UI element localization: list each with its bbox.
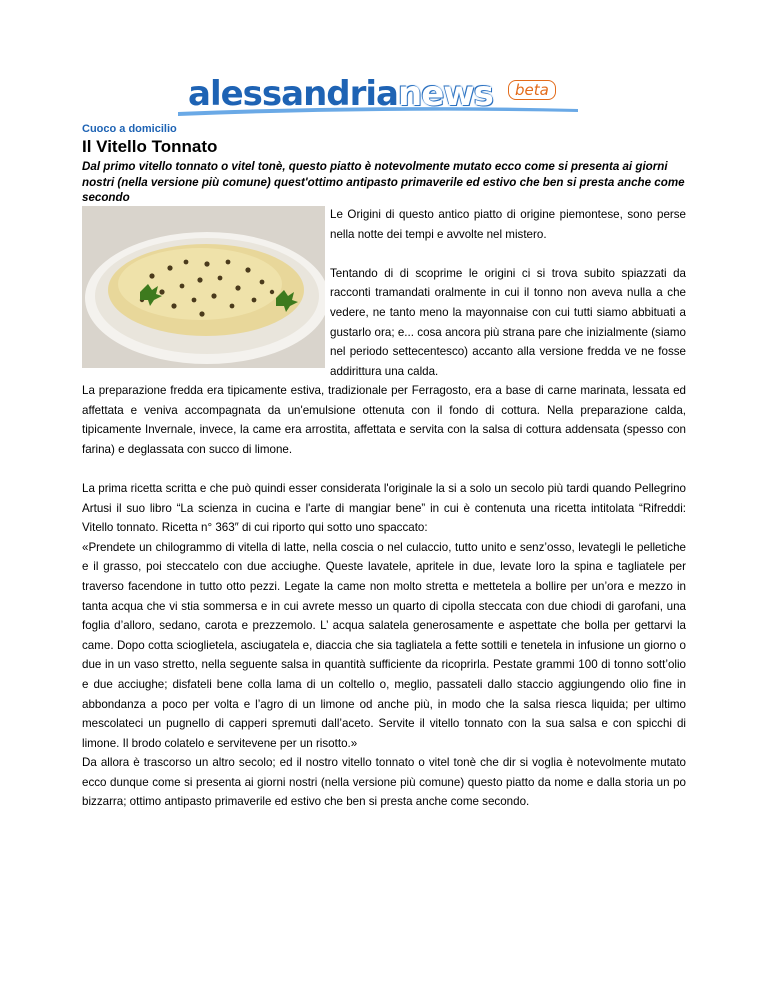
article-body [82,381,686,812]
article-lead: Dal primo vitello tonnato o vitel tonè, questo piatto è notevolmente mutato ecco come si presenta ai giorni nostri (nella versione più comune) quest'ottimo antipasto primaverile ed estivo che ben si presta anche come secondo [82,160,685,204]
preparation-paragraph: La preparazione fredda era tipicamente estiva, tradizionale per Ferragosto, era a base di carne marinata, lessata ed affettata e veniva accompagnata da un'emulsione ottenuta con il fondo di cottura. Nella preparazione calda, tipicamente Invernale, invece, la came era arrostita, affettata e servita con la salsa di cottura addensata (spesso con farina) e deglassata con succo di limone. [82,384,686,456]
section-label[interactable]: Cuoco a domicilio [82,123,177,135]
history-paragraph: Tentando di di scoprime le origini ci si trova subito spiazzati da racconti tramandati oralmente in cui il tonno non aveva nulla a che vedere, ne tanto meno la mayonnaise con cui tutti siamo abbituati a gustarlo ora; e... cosa ancora più strana pare che inizialmente (siamo nel periodo settecentesco) accanto alla versione fredda ve ne fosse addirittura una calda. [330,266,686,378]
artusi-paragraph: La prima ricetta scritta e che può quindi esser considerata l'originale la si a solo un secolo più tardi quando Pellegrino Artusi il suo libro “La scienza in cucina e l'arte di mangiar bene” in cui è contenuta una ricetta intitolata “Rifreddi: Vitello tonnato. Ricetta n° 363″ di cui riporto qui sotto uno spaccato: [82,481,686,535]
conclusion-paragraph: Da allora è trascorso un altro secolo; ed il nostro vitello tonnato o vitel tonè che dir si voglia è notevolmente mutato ecco dunque come si presenta ai giorni nostri (nella versione più comune) questo piatto da nome e dalla storia un po bizzarra; ottimo antipasto primaverile ed estivo che ben si presta anche come secondo. [82,756,686,809]
logo-beta-badge: beta [508,80,556,100]
site-logo[interactable] [178,68,583,120]
logo-main-text: alessandria [188,74,398,114]
article-title: Il Vitello Tonnato [82,137,218,156]
side-text-column [330,205,686,381]
origins-paragraph: Le Origini di questo antico piatto di origine piemontese, sono perse nella notte dei tempi e avvolte nel mistero. [330,208,686,241]
dish-photo [82,206,325,368]
recipe-quote-paragraph: «Prendete un chilogrammo di vitella di latte, nella coscia o nel culaccio, tutto unito e senz’osso, levategli le pelletiche e il grasso, poi steccatelo con due acciughe. Queste lavatele, apritele in due, levate loro la spina e tagliatele per traverso facendone in tutto otto pezzi. Legate la came non molto stretta e mettetela a bollire per un’ora e mezzo in tanta acqua che vi stia sommersa e in cui avrete messo un quarto di cipolla steccata con due chiodi di garofani, una foglia d’alloro, sedano, carota e prezzemolo. L’ acqua salatela generosamente e aspettate che bolla per gettarvi la came. Dopo cotta scioglietela, asciugatela e, diaccia che sia tagliatela a fette sottili e tenetela in infusione un giorno o due in un vaso stretto, nella seguente salsa in quantità sufficiente da ricoprirla. Pestate grammi 100 di tonno sott’olio e due acciughe; disfateli bene colla lama di un coltello o, meglio, passateli dallo staccio aggiungendo olio fine in abbondanza a poco per volta e l’agro di un limone od anche più, in modo che la salsa riesca liquida; per ultimo mescolateci un pugnello di capperi spremuti dall’aceto. Servite il vitello tonnato con la sua salsa e con spicchi di limone. Il brodo colatelo e servitevene per un risotto.» [82,540,686,750]
logo-news-text: news [397,74,493,114]
logo-wordmark [188,74,493,114]
